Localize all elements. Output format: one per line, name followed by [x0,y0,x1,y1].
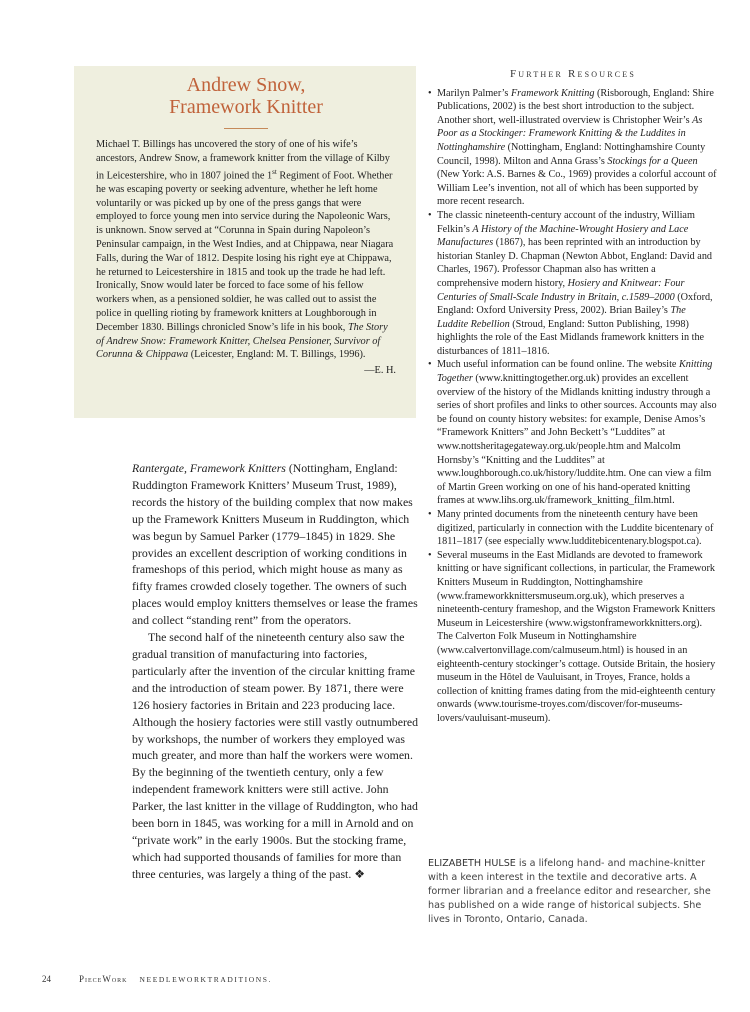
resource-text: Much useful information can be found online. The website [437,359,679,371]
author-bio-text: is a lifelong hand- and machine-knitter with a keen interest in the textile and decorative arts. A former librarian and a freelance editor and researcher, she has published on a wide range of historical subjects. She lives in Toronto, Ontario, Canada. [428,858,711,925]
resources-heading [428,68,718,82]
sidebar-title-line2: Framework Knitter [169,96,323,118]
sidebar-body [96,138,396,362]
author-bio [428,857,720,927]
resource-text: (www.knittingtogether.org.uk) provides an excellent overview of the history of the Midlands knitting industry through a series of short profiles and links to other sources. Accounts may also be found on county history websites: for example, Denise Amos’s “Framework Knitters” and John Beckett’s “Luddites” at www.nottsheritagegateway.org.uk/people.htm and Malcolm Hornsby’s “Knitting and the Luddites” at www.loughborough.co.uk/history/luddite.htm. One can view a film of Martin Green working on one of his hand-operated knitting frames at www.lihs.org.uk/framework_knitting_film.html. [437,373,717,507]
page-number: 24 [42,974,51,984]
sidebar-signature: —E. H. [364,365,396,377]
resource-item-4 [428,508,718,549]
resource-text: (Risborough, England: Shire Publications, 2002) is the best short introduction to the subject. Another short, well-illustrated overview is Christopher Weir’s [437,87,714,126]
main-column [132,460,418,883]
resource-item-3 [428,358,718,508]
resource-item-1 [428,87,718,209]
sidebar-box [74,66,416,418]
resource-text: (1867), has been reprinted with an introduction by historian Stanley D. Chapman (Newton Abbot, England: David and Charles, 1967). Professor Chapman also has written a comprehensive modern history, [437,237,713,289]
page-footer [42,974,272,984]
resource-text: The classic nineteenth-century account of the industry, William Felkin’s [437,209,695,235]
resources-list [428,87,718,726]
resources-heading-text: Further Resources [509,68,637,80]
further-resources [428,68,718,726]
footer-url: NEEDLEWORKTRADITIONS. [139,975,273,984]
resource-book-title: As Poor as a Stockinger: Framework Knitting & the Luddites in Nottinghamshire [437,114,703,153]
sidebar-body-start: Michael T. Billings has uncovered the story of one of his wife’s ancestors, Andrew Snow, a framework knitter from the village of Kilby in Leicestershire, who in 1807 joined the 1 [96,139,390,182]
resource-book-title: Hosiery and Knitwear: Four Centuries of Small-Scale Industry in Britain, c.1589–2000 [437,277,685,303]
resource-text: (Oxford, England: Oxford University Press, 2002). Brian Bailey’s [437,291,713,317]
author-name: ELIZABETH HULSE [428,858,516,869]
resource-book-title: Framework Knitting [510,87,595,99]
sidebar-book-title: The Story of Andrew Snow: Framework Knitter, Chelsea Pensioner, Survivor of Corunna & Chippawa [96,321,388,361]
magazine-name: PieceWork [79,974,128,984]
resource-book-title: The Luddite Rebellion [437,305,686,330]
sidebar-ordinal: st [272,167,277,176]
main-paragraph-2 [132,629,418,883]
resource-text: Marilyn Palmer’s [437,87,511,99]
sidebar-title-line1: Andrew Snow, [186,74,306,96]
main-paragraph-1-text: (Nottingham, England: Ruddington Framework Knitters’ Museum Trust, 1989), records the history of the building complex that now makes up the Framework Knitters Museum in Ruddington, which was begun by Samuel Parker (1779–1845) in 1829. She provides an excellent description of working conditions in frameshops of this period, which might house as many as fifty frames crowded closely together. The owners of such places would employ knitters themselves or lease the frames and collect “standing rent” from the operators. [132,461,418,628]
resource-item-2 [428,209,718,359]
book-title-rantergate: Rantergate, Framework Knitters [132,461,286,475]
resource-item-5 [428,549,718,726]
resource-book-title: Stockings for a Queen [607,155,698,167]
end-mark-icon: ❖ [354,866,365,881]
sidebar-title [96,74,396,118]
resource-book-title: A History of the Machine-Wrought Hosiery and Lace Manufactures [437,223,689,249]
sidebar-divider [224,128,268,129]
main-paragraph-1 [132,460,418,629]
resource-text: Several museums in the East Midlands are devoted to framework knitting or have significant collections, in particular, the Framework Knitters Museum in Ruddington, Nottinghamshire (www.frameworkknittersmuseum.org.uk), which preserves a nineteenth-century frameshop, and the Wigston Framework Knitters Museum in Leicestershire (www.wigstonframeworkknitters.org). The Calverton Folk Museum in Nottinghamshire (www.calvertonvillage.com/calmuseum.html) is housed in an eighteenth-century stockinger’s cottage. Outside Britain, the hosiery museum in the Hôtel de Vauluisant, in Troyes, France, holds a collection of knitting frames dating from the mid-eighteenth century onwards (www.tourisme-troyes.com/discover/for-museums-lovers/vauluisant-museum). [437,549,716,724]
sidebar-body-middle: Regiment of Foot. Whether he was escaping poverty or seeking adventure, whether he left home voluntarily or was picked up by one of the press gangs that were employed to force young men into service during the Napoleonic Wars, is unknown. Snow served at “Corunna in Spain during Napoleon’s Peninsular campaign, in the West Indies, and at Chippawa, near Niagara Falls, during the War of 1812. Despite losing his right eye at Chippawa, he returned to Leicestershire in 1815 and took up the trade he had left. Ironically, Snow would later be forced to face some of his fellow workers when, as a pensioned soldier, he was called out to assist the police in quelling rioting by framework knitters at Loughborough in December 1830. Billings chronicled Snow’s life in his book, [96,170,394,333]
resource-text: Many printed documents from the nineteenth century have been digitized, particularly in connection with the Luddite bicentenary of 1811–1817 (see especially www.ludditebicentenary.blogspot.ca). [437,509,714,548]
main-paragraph-2-text: The second half of the nineteenth century also saw the gradual transition of manufacturing into factories, particularly after the invention of the circular knitting frame and the introduction of steam power. By 1871, there were 126 hosiery factories in Britain and 223 producing lace. Although the hosiery factories were still vastly outnumbered by workshops, the number of workers they employed was much greater, and more than half the workers were women. By the beginning of the twentieth century, only a few independent framework knitters were still active. John Parker, the last knitter in the village of Ruddington, who had been born in 1845, was working for a mill in Arnold and on “private work” in the early 1900s. But the stocking frame, which had supported thousands of families for more than three centuries, was largely a thing of the past. [132,630,419,881]
resource-site-title: Knitting Together [437,359,713,385]
resource-text: (Stroud, England: Sutton Publishing, 1998) highlights the role of the East Midlands framework knitters in the disturbances of 1811–1816. [437,318,705,357]
resource-text: (Nottingham, England: Nottinghamshire County Council, 1998). Milton and Anna Grass’s [437,141,706,167]
resource-text: (New York: A.S. Barnes & Co., 1969) provides a colorful account of William Lee’s invention, not all of which has been supported by more recent research. [437,169,717,208]
sidebar-body-end: (Leicester, England: M. T. Billings, 1996). [188,349,366,361]
